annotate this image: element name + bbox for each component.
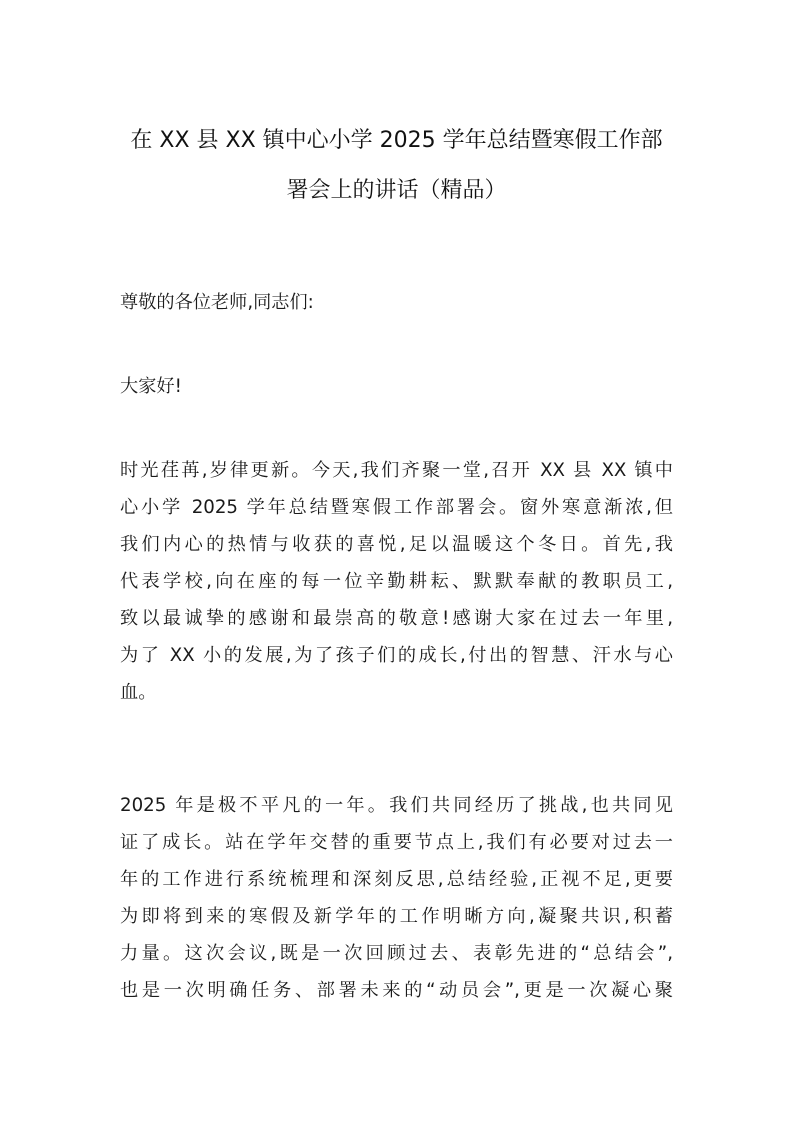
paragraph-line: 代表学校,向在座的每一位辛勤耕耘、默默奉献的教职员工,: [120, 571, 673, 592]
paragraph-line: 致以最诚挚的感谢和最崇高的敬意!感谢大家在过去一年里,: [120, 608, 673, 629]
paragraph-line: 血。: [120, 682, 157, 703]
document-title-line-2: 署会上的讲话（精品）: [286, 178, 507, 203]
paragraph-line: 为即将到来的寒假及新学年的工作明晰方向,凝聚共识,积蓄: [120, 906, 673, 927]
paragraph-line: 也是一次明确任务、部署未来的“动员会”,更是一次凝心聚: [120, 980, 673, 1001]
greeting: 大家好!: [120, 376, 182, 397]
document-title-line-1: 在 XX 县 XX 镇中心小学 2025 学年总结暨寒假工作部: [130, 128, 663, 153]
paragraph-line: 我们内心的热情与收获的喜悦,足以温暖这个冬日。首先,我: [120, 534, 673, 555]
paragraph-line: 力量。这次会议,既是一次回顾过去、表彰先进的“总结会”,: [120, 943, 673, 964]
salutation: 尊敬的各位老师,同志们:: [120, 292, 314, 313]
paragraph-line: 为了 XX 小的发展,为了孩子们的成长,付出的智慧、汗水与心: [120, 645, 673, 666]
paragraph-line: 证了成长。站在学年交替的重要节点上,我们有必要对过去一: [120, 832, 673, 853]
paragraph-line: 时光荏苒,岁律更新。今天,我们齐聚一堂,召开 XX 县 XX 镇中: [120, 460, 673, 481]
paragraph-line: 2025 年是极不平凡的一年。我们共同经历了挑战,也共同见: [120, 795, 673, 816]
paragraph-line: 年的工作进行系统梳理和深刻反思,总结经验,正视不足,更要: [120, 869, 673, 890]
paragraph-line: 心小学 2025 学年总结暨寒假工作部署会。窗外寒意渐浓,但: [120, 497, 673, 518]
